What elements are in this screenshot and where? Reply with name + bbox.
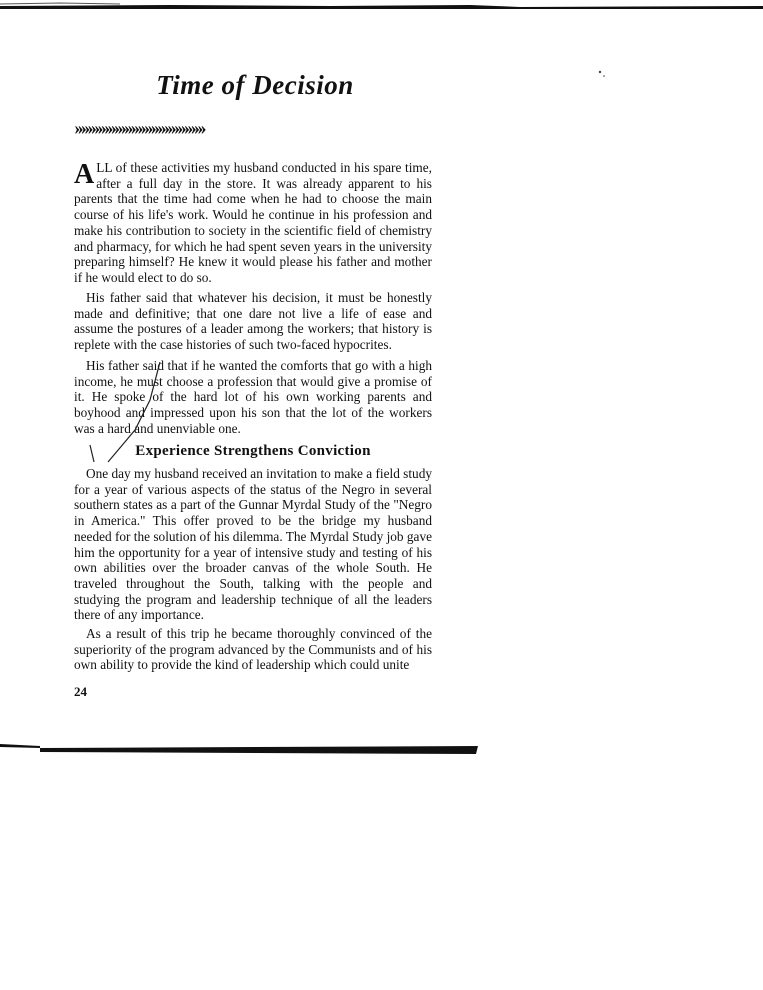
paragraph-3-text: His father said that if he wanted the comforts that go with a high income, he must choose a profession that would give a promise of it. He spoke of the hard lot of his own working parents and boyhood and impressed upon his son that the lot of the workers was a hard and unenviable one.: [74, 358, 432, 436]
chevron-ornament-divider: ›››››››››››››››››››››››››››››››››››››››: [74, 120, 204, 138]
section-heading: Experience Strengthens Conviction: [135, 443, 371, 459]
page-number: 24: [74, 684, 87, 699]
paragraph-2-text: His father said that whatever his decision, it must be honestly made and definitive; that one dare not live a life of ease and assume the postures of a leader among the workers; that history is replete with the case histories of such two-faced hypocrites.: [74, 290, 432, 353]
top-page-edge: [0, 0, 763, 10]
paragraph-5-text: As a result of this trip he became thoroughly convinced of the superiority of the program advanced by the Communists and of his own ability to provide the kind of leadership which could unite: [74, 626, 432, 673]
paragraph-4-text: One day my husband received an invitation to make a field study for a year of various aspects of the status of the Negro in several southern states as a part of the Gunnar Myrdal Study of the "Negro in America." This offer proved to be the bridge my husband needed for the solution of his dilemma. The Myrdal Study job gave him the opportunity for a year of intensive study and testing of his own abilities over the broader canvas of the whole South. He traveled throughout the South, talking with the people and studying the program and leadership technique of all the leaders there of any importance.: [74, 466, 432, 623]
paragraph-2: [74, 290, 432, 353]
paragraph-4: [74, 466, 432, 623]
paragraph-3: [74, 358, 432, 437]
drop-cap: A: [74, 159, 95, 190]
paragraph-5: [74, 626, 432, 673]
paragraph-1: [74, 160, 432, 286]
page-title: Time of Decision: [156, 70, 354, 100]
bottom-page-edge: [0, 738, 480, 762]
paragraph-1-text: LL of these activities my husband conducted in his spare time, after a full day in the store. It was already apparent to his parents that the time had come when he had to choose the main course of his life's work. Would he continue in his profession and make his contribution to society in the scientific field of chemistry and pharmacy, for which he had spent seven years in the university preparing himself? He knew it would please his father and mother if he would elect to do so.: [74, 160, 432, 285]
